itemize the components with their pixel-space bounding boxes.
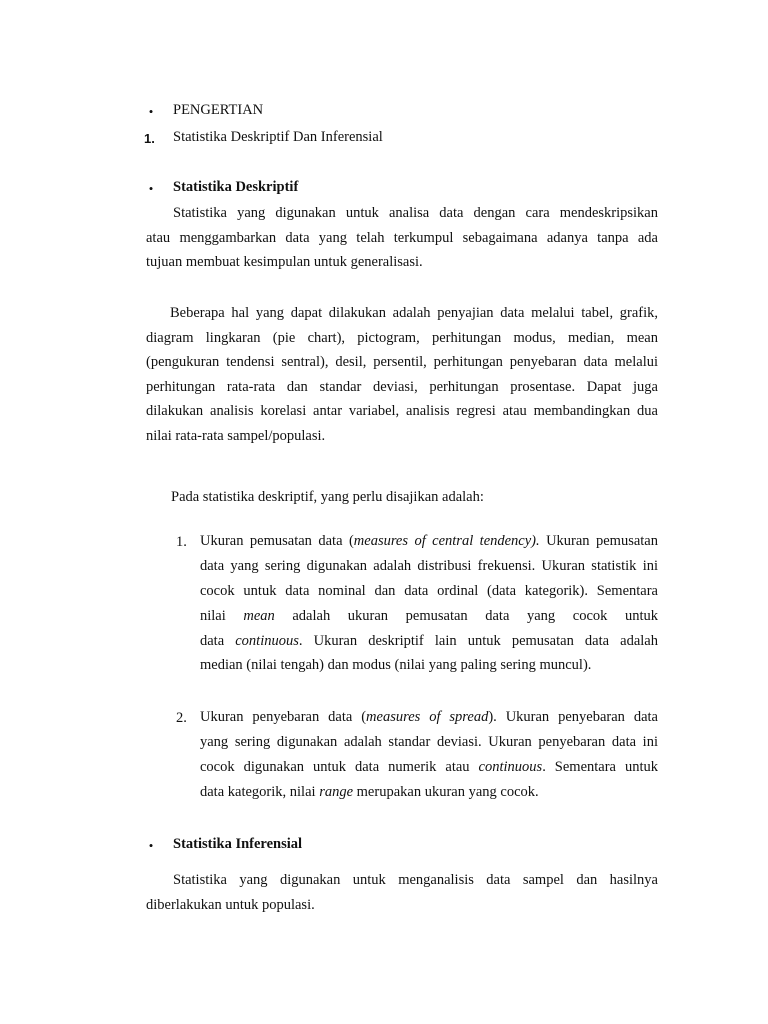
paragraph-line: Statistika yang digunakan untuk menganalisis data sampel dan hasilnya (173, 872, 658, 888)
heading-deskriptif: Statistika Deskriptif (173, 179, 299, 195)
list-line: cocok untuk data nominal dan data ordinal (data kategorik). Sementara (200, 582, 658, 599)
list-item (200, 529, 658, 678)
list-line: data yang sering digunakan adalah distribusi frekuensi. Ukuran statistik ini (200, 557, 658, 574)
bullet-icon: • (148, 104, 154, 119)
list-line: nilai mean adalah ukuran pemusatan data yang cocok untuk (200, 607, 658, 624)
heading-inferensial: Statistika Inferensial (173, 836, 303, 852)
bullet-icon: • (148, 181, 154, 196)
paragraph-line: Beberapa hal yang dapat dilakukan adalah penyajian data melalui tabel, grafik, (170, 305, 658, 321)
list-line: cocok digunakan untuk data numerik atau continuous. Sementara untuk (200, 758, 658, 775)
list-line: data continuous. Ukuran deskriptif lain untuk pemusatan data adalah (200, 632, 658, 649)
list-item (200, 705, 658, 805)
pengertian-label: PENGERTIAN (173, 102, 264, 118)
list-line: yang sering digunakan adalah standar deviasi. Ukuran penyebaran data ini (200, 733, 658, 750)
list-line: Ukuran pemusatan data (measures of central tendency). Ukuran pemusatan (200, 533, 658, 549)
list-number: 2. (176, 710, 187, 726)
paragraph-line: Statistika yang digunakan untuk analisa data dengan cara mendeskripsikan (173, 205, 658, 221)
bullet-icon: • (148, 838, 154, 853)
section-number: 1. (144, 131, 155, 146)
paragraph-line: diberlakukan untuk populasi. (146, 896, 315, 913)
list-line: data kategorik, nilai range merupakan ukuran yang cocok. (200, 783, 539, 800)
paragraph-line: nilai rata-rata sampel/populasi. (146, 427, 326, 444)
beberapa-paragraph (146, 301, 658, 449)
list-number: 1. (176, 534, 187, 550)
paragraph-line: (pengukuran tendensi sentral), desil, persentil, perhitungan penyebaran data melalui (146, 354, 658, 371)
paragraph-line: dilakukan analisis korelasi antar variabel, analisis regresi atau membandingkan dua (146, 403, 658, 420)
paragraph-line: perhitungan rata-rata dan standar deviasi, perhitungan prosentase. Dapat juga (146, 378, 658, 395)
pada-intro: Pada statistika deskriptif, yang perlu disajikan adalah: (171, 489, 484, 505)
deskriptif-paragraph (146, 201, 658, 275)
paragraph-line: atau menggambarkan data yang telah terkumpul sebagaimana adanya tanpa ada (146, 229, 658, 246)
paragraph-line: diagram lingkaran (pie chart), pictogram, perhitungan modus, median, mean (146, 329, 658, 346)
inferensial-paragraph (146, 868, 658, 917)
list-line: median (nilai tengah) dan modus (nilai yang paling sering muncul). (200, 657, 592, 674)
section-title: Statistika Deskriptif Dan Inferensial (173, 129, 383, 145)
paragraph-line: tujuan membuat kesimpulan untuk generalisasi. (146, 254, 423, 271)
list-line: Ukuran penyebaran data (measures of spread). Ukuran penyebaran data (200, 709, 658, 725)
